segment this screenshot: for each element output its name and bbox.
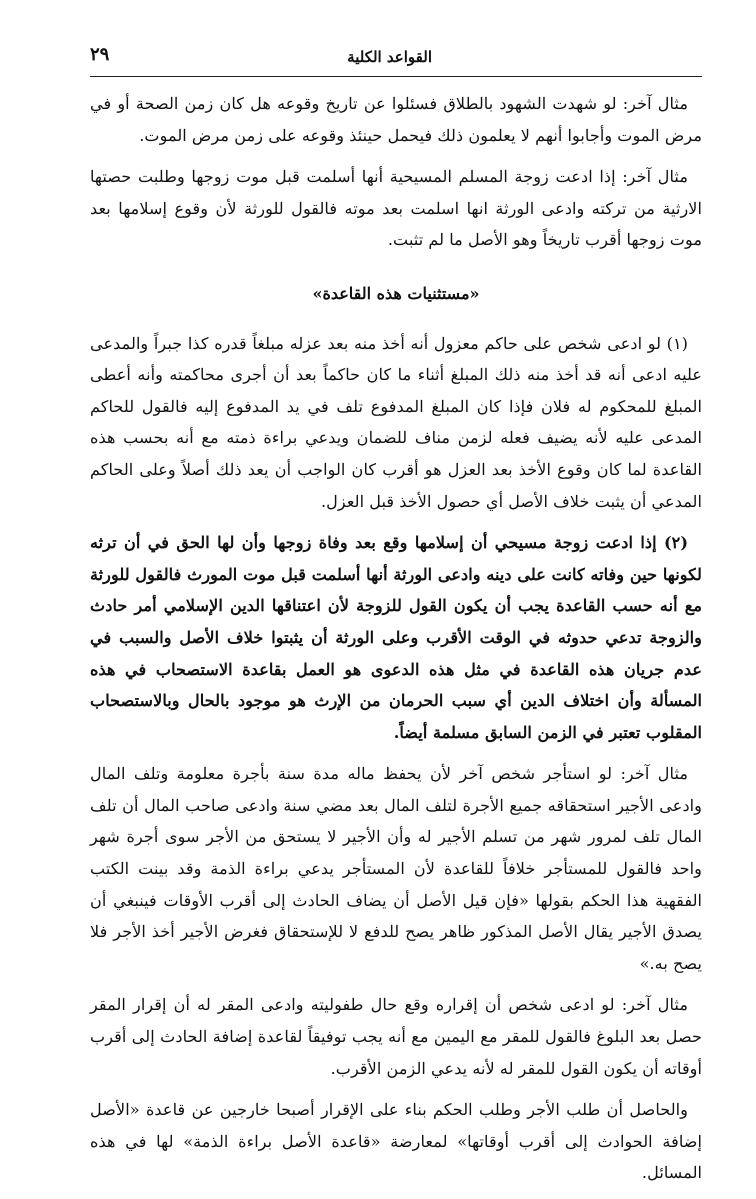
page-header: [90, 44, 702, 74]
section-heading: «مستثنيات هذه القاعدة»: [312, 283, 480, 303]
paragraph-example-1: مثال آخر: لو شهدت الشهود بالطلاق فسئلوا عن تاريخ وقوعه هل كان زمن الصحة أو في مرض الموت وأجابوا أنهم لا يعلمون ذلك فيحمل حينئذ وقوعه على زمن مرض الموت.: [90, 94, 702, 145]
page-body: [90, 88, 702, 1199]
paragraph-example-2: مثال آخر: إذا ادعت زوجة المسلم المسيحية أنها أسلمت قبل موت زوجها وطلبت حصتها الارثية من تركته وادعى الورثة انها اسلمت بعد موته فالقول للورثة لأن وقوع إسلامها بعد موت زوجها أقرب تاريخاً وهو الأصل ما لم تثبت.: [90, 167, 702, 250]
page-number: ٢٩: [90, 44, 110, 65]
running-title: القواعد الكلية: [347, 48, 432, 66]
paragraph-exception-1: (١) لو ادعى شخص على حاكم معزول أنه أخذ منه بعد عزله مبلغاً قدره كذا جبراً والمدعى عليه ادعى أنه قد أخذ منه ذلك المبلغ أثناء ما كان حاكماً بعد أن أجرى محاكمته وأنه أعطى المبلغ للمحكوم له فلان فإذا كان المبلغ المدفوع تلف في يد المدفوع إليه فالقول للحاكم المدعى عليه لأنه يضيف فعله لزمن مناف للضمان ويدعي براءة ذمته مع أنه بحسب هذه القاعدة لما كان وقوع الأخذ بعد العزل هو أقرب كان الواجب أن يعد ذلك أصلاً وعلى الحاكم المدعي أن يثبت خلاف الأصل أي حصول الأخذ قبل العزل.: [90, 333, 702, 511]
header-rule: [90, 76, 702, 77]
paragraph-example-4: مثال آخر: لو ادعى شخص أن إقراره وقع حال طفوليته وادعى المقر له أن إقرار المقر حصل بعد البلوغ فالقول للمقر مع اليمين مع أنه يجب توفيقاً لقاعدة إضافة الحادث إلى أقرب أوقاته أن يكون القول للمقر له لأنه يدعي الزمن الأقرب.: [90, 995, 702, 1078]
paragraph-exception-2: (٢) إذا ادعت زوجة مسيحي أن إسلامها وقع بعد وفاة زوجها وأن لها الحق في أن ترثه لكونها حين وفاته كانت على دينه وادعى الورثة أنها أسلمت قبل موت المورث فالقول للورثة مع أنه حسب القاعدة يجب أن يكون القول للزوجة لأن اعتناقها الدين الإسلامي أمر حادث والزوجة تدعي حدوثه في الوقت الأقرب وعلى الورثة أن يثبتوا خلاف الأصل والسبب في عدم جريان هذه القاعدة في مثل هذه الدعوى هو العمل بقاعدة الاستصحاب في هذه المسألة وأن اختلاف الدين أي سبب الحرمان من الإرث هو موجود بالحال وبالاستصحاب المقلوب تعتبر في الزمن السابق مسلمة أيضاً.: [90, 533, 702, 742]
paragraph-conclusion: والحاصل أن طلب الأجر وطلب الحكم بناء على الإقرار أصبحا خارجين عن قاعدة «الأصل إضافة الحوادث إلى أقرب أوقاتها» لمعارضة «قاعدة الأصل براءة الذمة» لها في هذه المسائل.: [90, 1100, 702, 1183]
paragraph-example-3: مثال آخر: لو استأجر شخص آخر لأن يحفظ ماله مدة سنة بأجرة معلومة وتلف المال وادعى الأجير استحقاقه جميع الأجرة لتلف المال بعد مضي سنة وادعى صاحب المال أن تلف المال تلف لمرور شهر من تسلم الأجير له وأن الأجير لا يستحق من الأجر سوى أجرة شهر واحد فالقول للمستأجر خلافاً للقاعدة لأن المستأجر يدعي براءة الذمة وقد بينت الكتب الفقهية هذا الحكم بقولها «فإن قيل الأصل أن يضاف الحادث إلى أقرب الأوقات فينبغي أن يصدق الأجير يقال الأصل المذكور ظاهر يصح للدفع لا للإستحقاق فغرض الأجير أخذ الأجر فلا يصح به.»: [90, 764, 702, 973]
